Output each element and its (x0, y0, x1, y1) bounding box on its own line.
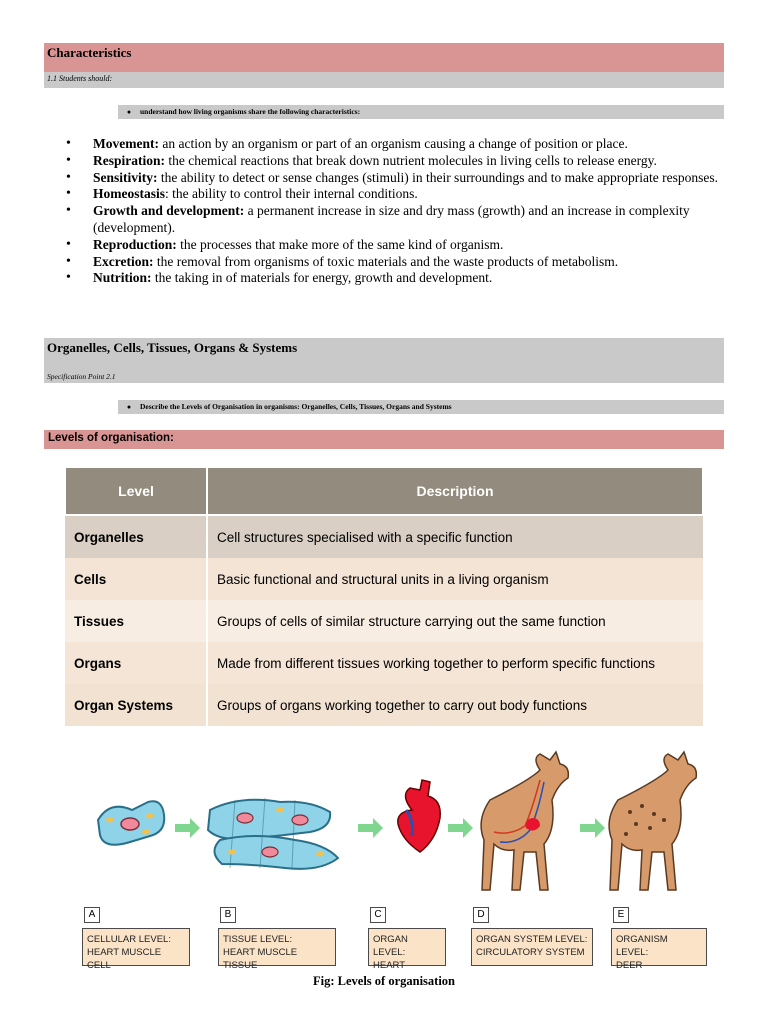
arrow-icon (580, 818, 605, 838)
characteristics-subtitle: 1.1 Students should: (44, 72, 724, 88)
organisation-heading: Organelles, Cells, Tissues, Organs & Systems (44, 338, 724, 383)
heart-muscle-tissue-image (208, 798, 338, 869)
figure-caption: Fig: Levels of organisation (312, 974, 455, 988)
table-header-row (65, 467, 703, 515)
definition: : the ability to control their internal conditions. (165, 186, 418, 202)
description-cell: Cell structures specialised with a specific function (207, 515, 703, 558)
list-item (60, 153, 720, 170)
definition: the removal from organisms of toxic materials and the waste products of metabolism. (153, 253, 619, 269)
label-line: HEART MUSCLE CELL (87, 947, 162, 971)
levels-heading: Levels of organisation: (44, 430, 724, 449)
term: Nutrition: (93, 270, 152, 286)
label-box (368, 928, 446, 971)
term: Movement: (93, 136, 159, 151)
label-line: DEER (616, 960, 643, 971)
label-line: ORGANISM LEVEL: (616, 934, 668, 958)
label-box (218, 928, 336, 971)
table-row (65, 684, 703, 726)
label-line: CELLULAR LEVEL: (87, 934, 171, 945)
term: Growth and development: (93, 203, 245, 219)
bullet-icon: ● (126, 108, 132, 116)
label-line: ORGAN SYSTEM LEVEL: (476, 934, 588, 945)
level-cell: Organ Systems (65, 684, 207, 726)
list-item (60, 254, 720, 271)
label-line: ORGAN LEVEL: (373, 934, 408, 958)
list-item (60, 170, 720, 187)
label-box (82, 928, 190, 971)
table-row (65, 515, 703, 558)
label-box (471, 928, 593, 966)
definition: an action by an organism or part of an organism causing a change of position or place. (158, 136, 628, 151)
table-row (65, 600, 703, 642)
column-header-level: Level (65, 467, 207, 515)
description-cell: Groups of organs working together to carry out body functions (207, 684, 703, 726)
term: Homeostasis (93, 186, 165, 202)
label-line: CIRCULATORY SYSTEM (476, 947, 585, 958)
definition: a permanent increase in size and dry mass (growth) and an increase in complexity (development). (93, 203, 690, 235)
list-item (60, 270, 720, 287)
levels-table (64, 466, 704, 726)
label-line: TISSUE LEVEL: (223, 934, 293, 945)
list-item (60, 237, 720, 254)
definition: the ability to detect or sense changes (stimuli) in their surroundings and to make appropriate responses. (157, 169, 718, 185)
definition: the taking in of materials for energy, growth and development. (151, 270, 493, 286)
level-cell: Organs (65, 642, 207, 684)
term: Respiration: (93, 152, 165, 168)
table-row (65, 642, 703, 684)
objective-text: Describe the Levels of Organisation in organisms: Organelles, Cells, Tissues, Organs and Systems (140, 402, 452, 411)
characteristics-list (60, 136, 720, 287)
deer-circulatory-image (481, 752, 568, 890)
bullet-icon: ● (126, 403, 132, 411)
label-line: HEART (373, 960, 406, 971)
level-cell: Tissues (65, 600, 207, 642)
label-letter: B (220, 907, 236, 923)
level-cell: Organelles (65, 515, 207, 558)
label-line: HEART MUSCLE TISSUE (223, 947, 298, 971)
heart-muscle-cell-image (98, 801, 164, 845)
organisation-objective (118, 400, 724, 414)
label-box (611, 928, 707, 971)
description-cell: Basic functional and structural units in a living organism (207, 558, 703, 600)
label-letter: E (613, 907, 629, 923)
term: Excretion: (93, 253, 154, 269)
definition: the chemical reactions that break down nutrient molecules in living cells to release energy. (165, 152, 657, 168)
objective-text: understand how living organisms share the following characteristics: (140, 107, 361, 116)
list-item (60, 203, 720, 237)
description-cell: Made from different tissues working together to perform specific functions (207, 642, 703, 684)
arrow-icon (448, 818, 473, 838)
arrow-icon (175, 818, 200, 838)
characteristics-objective (118, 105, 724, 119)
characteristics-heading: Characteristics (44, 43, 724, 72)
deer-image (609, 752, 696, 890)
arrow-icon (358, 818, 383, 838)
label-letter: A (84, 907, 100, 923)
list-item (60, 186, 720, 203)
list-item (60, 136, 720, 153)
heart-image (398, 780, 440, 852)
definition: the processes that make more of the same kind of organism. (176, 236, 504, 252)
level-cell: Cells (65, 558, 207, 600)
column-header-description: Description (207, 467, 703, 515)
label-letter: C (370, 907, 386, 923)
label-letter: D (473, 907, 489, 923)
table-row (65, 558, 703, 600)
term: Reproduction: (93, 236, 177, 252)
organisation-subtitle: Specification Point 2.1 (47, 372, 116, 381)
term: Sensitivity: (93, 169, 158, 185)
description-cell: Groups of cells of similar structure carrying out the same function (207, 600, 703, 642)
